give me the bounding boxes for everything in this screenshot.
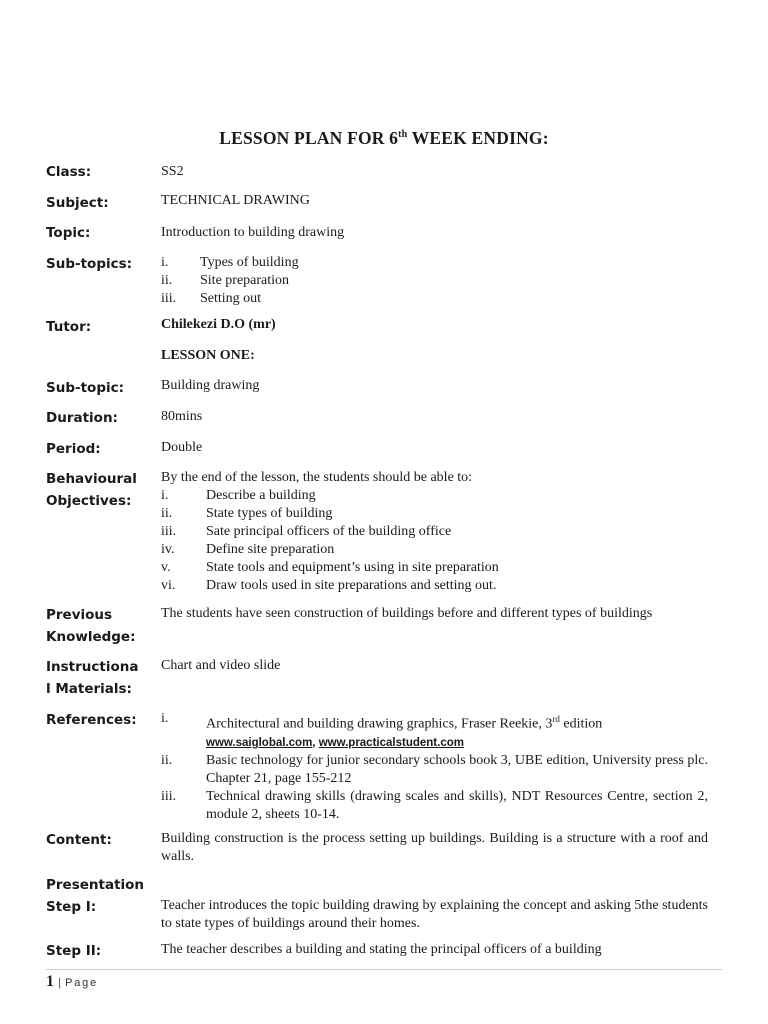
topic-label: Topic: <box>46 225 91 241</box>
list-item: ii. State types of building <box>161 506 333 521</box>
footer-divider <box>46 969 722 970</box>
list-item: i. Types of building <box>161 255 299 270</box>
subtopic-value: Building drawing <box>161 378 260 393</box>
tutor-label: Tutor: <box>46 319 92 335</box>
previous-knowledge-value: The students have seen construction of buildings before and different types of buildings <box>161 606 653 621</box>
list-item: ii. Basic technology for junior secondary schools book 3, UBE edition, University press plc. Chapter 21, page 155-212 <box>161 752 708 786</box>
step2-value: The teacher describes a building and stating the principal officers of a building <box>161 942 602 957</box>
topic-value: Introduction to building drawing <box>161 225 345 240</box>
references-label: References: <box>46 712 137 728</box>
subtopics-list-wrap <box>161 254 708 308</box>
presentation-label: Presentation <box>46 877 145 893</box>
content-label: Content: <box>46 832 112 848</box>
list-item: vi. Draw tools used in site preparations and setting out. <box>161 578 497 593</box>
subtopics-label: Sub-topics: <box>46 256 133 272</box>
class-value: SS2 <box>161 164 184 179</box>
subject-label: Subject: <box>46 195 109 211</box>
tutor-value: Chilekezi D.O (mr) <box>161 317 276 332</box>
period-label: Period: <box>46 441 101 457</box>
page-word: Page <box>65 977 99 989</box>
materials-label: Instructiona l Materials: <box>46 659 139 697</box>
list-item: iv. Define site preparation <box>161 542 335 557</box>
objectives-label: Behavioural Objectives: <box>46 471 137 509</box>
list-item: ii. Site preparation <box>161 273 290 288</box>
page-title: LESSON PLAN FOR 6th WEEK ENDING: <box>219 128 549 148</box>
materials-value: Chart and video slide <box>161 658 281 673</box>
references-list <box>161 710 708 824</box>
subtopic-label: Sub-topic: <box>46 380 125 396</box>
subject-value: TECHNICAL DRAWING <box>161 193 310 208</box>
step1-label: Step I: <box>46 899 97 915</box>
list-item: i. Describe a building <box>161 488 316 503</box>
list-item: i. Architectural and building drawing graphics, Fraser Reekie, 3rd edition www.saiglobal.com, www.practicalstudent.com <box>161 711 603 749</box>
link-practicalstudent[interactable]: www.practicalstudent.com <box>318 736 464 749</box>
subtopics-list <box>161 254 708 308</box>
previous-knowledge-label: Previous Knowledge: <box>46 607 136 645</box>
step2-label: Step II: <box>46 943 102 959</box>
page-number: 1 <box>46 973 54 990</box>
link-saiglobal[interactable]: www.saiglobal.com <box>206 736 313 749</box>
period-value: Double <box>161 440 203 455</box>
list-item: iii. Setting out <box>161 291 262 306</box>
page-footer <box>46 973 98 991</box>
list-item: iii. Technical drawing skills (drawing scales and skills), NDT Resources Centre, section 2, module 2, sheets 10-14. <box>161 788 708 822</box>
references-content <box>161 710 708 824</box>
list-item: v. State tools and equipment’s using in site preparation <box>161 560 499 575</box>
duration-value: 80mins <box>161 409 203 424</box>
objectives-content <box>161 469 708 595</box>
class-label: Class: <box>46 164 92 180</box>
step1-value: Teacher introduces the topic building drawing by explaining the concept and asking 5the students to state types of buildings around their homes. <box>161 898 708 931</box>
list-item: iii. Sate principal officers of the building office <box>161 524 452 539</box>
duration-label: Duration: <box>46 410 118 426</box>
objectives-intro: By the end of the lesson, the students should be able to: <box>161 470 473 485</box>
footer-separator: | <box>58 975 62 989</box>
lesson-heading: LESSON ONE: <box>161 348 255 363</box>
content-value: Building construction is the process setting up buildings. Building is a structure with a roof and walls. <box>161 831 708 864</box>
objectives-list <box>161 487 708 595</box>
